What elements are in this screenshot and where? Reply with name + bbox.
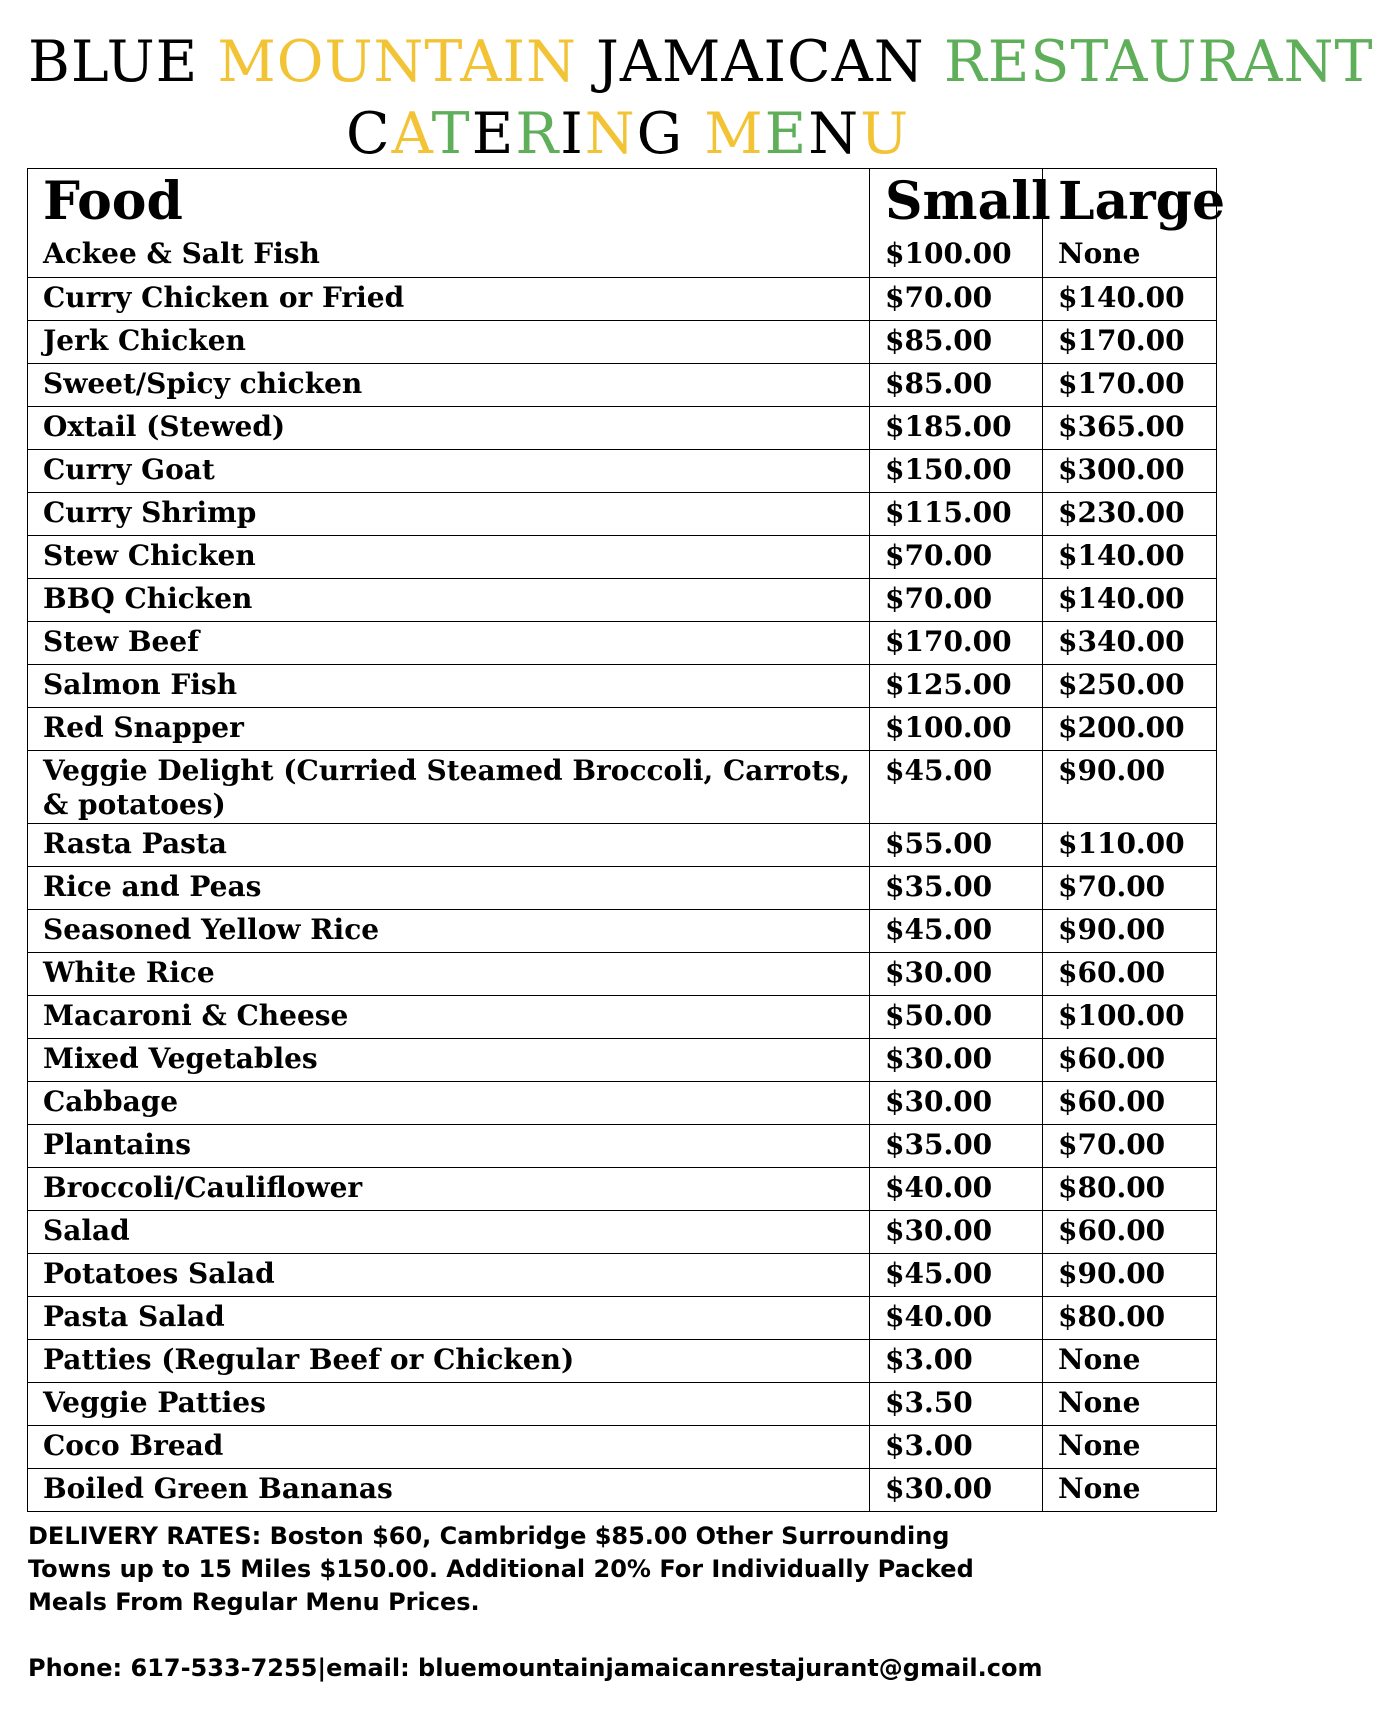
large-price-cell: None: [1058, 1472, 1141, 1505]
large-price-cell: $340.00: [1058, 625, 1185, 658]
food-cell: Veggie Delight (Curried Steamed Broccoli, Carrots, & potatoes): [28, 751, 870, 823]
food-cell: Ackee & Salt Fish: [28, 234, 870, 277]
header-small: Small: [870, 169, 1043, 234]
large-price-cell: $60.00: [1058, 1085, 1166, 1118]
table-row: [28, 1081, 1216, 1124]
large-price-cell: $200.00: [1058, 711, 1185, 744]
table-row: [28, 909, 1216, 952]
small-price-cell: $35.00: [870, 867, 1043, 909]
food-cell: Plantains: [28, 1125, 870, 1167]
table-row: [28, 363, 1216, 406]
food-cell: Broccoli/Cauliflower: [28, 1168, 870, 1210]
large-price-cell: None: [1058, 1386, 1141, 1419]
title-segment: N: [808, 101, 861, 167]
small-price-cell: $100.00: [870, 708, 1043, 750]
table-row: [28, 1253, 1216, 1296]
large-price-cell: $100.00: [1058, 999, 1185, 1032]
large-price-cell: $90.00: [1058, 754, 1166, 787]
title-segment: RESTAURANT: [943, 29, 1373, 95]
delivery-line: DELIVERY RATES: Boston $60, Cambridge $85.00 Other Surrounding: [28, 1522, 950, 1550]
title-segment: R: [515, 101, 561, 167]
table-row: [28, 1124, 1216, 1167]
small-price-cell: $40.00: [870, 1168, 1043, 1210]
food-cell: Patties (Regular Beef or Chicken): [28, 1340, 870, 1382]
large-price-cell: $250.00: [1058, 668, 1185, 701]
table-row: [28, 535, 1216, 578]
food-cell: Sweet/Spicy chicken: [28, 364, 870, 406]
large-price-cell: $140.00: [1058, 539, 1185, 572]
small-price-cell: $70.00: [870, 278, 1043, 320]
small-price-cell: $45.00: [870, 910, 1043, 952]
table-row: [28, 406, 1216, 449]
table-row: [28, 866, 1216, 909]
food-cell: Stew Chicken: [28, 536, 870, 578]
small-price-cell: $185.00: [870, 407, 1043, 449]
menu-table: [27, 168, 1226, 1512]
delivery-line: Towns up to 15 Miles $150.00. Additional 20% For Individually Packed: [28, 1555, 974, 1583]
table-row: [28, 449, 1216, 492]
table-row: [28, 1382, 1216, 1425]
small-price-cell: $70.00: [870, 579, 1043, 621]
delivery-rates: [28, 1520, 1248, 1619]
small-price-cell: $45.00: [870, 1254, 1043, 1296]
food-cell: Cabbage: [28, 1082, 870, 1124]
table-row: [28, 1468, 1216, 1511]
small-price-cell: $70.00: [870, 536, 1043, 578]
food-cell: Salad: [28, 1211, 870, 1253]
food-cell: Stew Beef: [28, 622, 870, 664]
table-row: [28, 823, 1216, 866]
small-price-cell: $30.00: [870, 1469, 1043, 1511]
title-segment: T: [431, 101, 472, 167]
small-price-cell: $40.00: [870, 1297, 1043, 1339]
table-row: [28, 320, 1216, 363]
table-row: [28, 750, 1216, 823]
large-price-cell: $80.00: [1058, 1171, 1166, 1204]
header-large: Large: [1058, 171, 1226, 232]
large-price-cell: None: [1058, 1343, 1141, 1376]
table-header-row: [28, 169, 1226, 234]
food-cell: Macaroni & Cheese: [28, 996, 870, 1038]
small-price-cell: $50.00: [870, 996, 1043, 1038]
title-segment: U: [860, 101, 911, 167]
food-cell: Mixed Vegetables: [28, 1039, 870, 1081]
delivery-line: Meals From Regular Menu Prices.: [28, 1588, 480, 1616]
large-price-cell: $140.00: [1058, 582, 1185, 615]
food-cell: Salmon Fish: [28, 665, 870, 707]
food-cell: Curry Chicken or Fried: [28, 278, 870, 320]
small-price-cell: $85.00: [870, 321, 1043, 363]
large-price-cell: $230.00: [1058, 496, 1185, 529]
table-row: [28, 707, 1216, 750]
food-cell: Pasta Salad: [28, 1297, 870, 1339]
title-segment: E: [471, 101, 516, 167]
small-price-cell: $170.00: [870, 622, 1043, 664]
food-cell: BBQ Chicken: [28, 579, 870, 621]
small-price-cell: $115.00: [870, 493, 1043, 535]
food-cell: Curry Goat: [28, 450, 870, 492]
small-price-cell: $30.00: [870, 1039, 1043, 1081]
table-row: [28, 1339, 1216, 1382]
small-price-cell: $30.00: [870, 953, 1043, 995]
small-price-cell: $150.00: [870, 450, 1043, 492]
large-price-cell: $70.00: [1058, 870, 1166, 903]
large-price-cell: $70.00: [1058, 1128, 1166, 1161]
food-cell: Seasoned Yellow Rice: [28, 910, 870, 952]
small-price-cell: $85.00: [870, 364, 1043, 406]
food-cell: Rice and Peas: [28, 867, 870, 909]
small-price-cell: $3.00: [870, 1426, 1043, 1468]
large-price-cell: $80.00: [1058, 1300, 1166, 1333]
table-row: [28, 621, 1216, 664]
small-price-cell: $30.00: [870, 1211, 1043, 1253]
large-price-cell: $365.00: [1058, 410, 1185, 443]
table-row: [28, 492, 1216, 535]
table-row: [28, 578, 1216, 621]
small-price-cell: $3.00: [870, 1340, 1043, 1382]
table-row: [28, 1296, 1216, 1339]
small-price-cell: $45.00: [870, 751, 1043, 823]
title-segment: A: [391, 101, 432, 167]
small-price-cell: $35.00: [870, 1125, 1043, 1167]
table-row: [28, 234, 1216, 277]
table-row: [28, 1210, 1216, 1253]
title-segment: G: [636, 101, 705, 167]
large-price-cell: None: [1058, 237, 1141, 270]
title-segment: C: [346, 101, 392, 167]
small-price-cell: $125.00: [870, 665, 1043, 707]
title-segment: M: [704, 101, 765, 167]
food-cell: Red Snapper: [28, 708, 870, 750]
food-cell: Rasta Pasta: [28, 824, 870, 866]
food-cell: Potatoes Salad: [28, 1254, 870, 1296]
title-segment: BLUE: [28, 29, 218, 95]
food-cell: Veggie Patties: [28, 1383, 870, 1425]
header-food: Food: [28, 169, 870, 234]
title-line-1: [28, 28, 1373, 96]
large-price-cell: $60.00: [1058, 1042, 1166, 1075]
large-price-cell: $60.00: [1058, 1214, 1166, 1247]
table-row: [28, 1425, 1216, 1468]
large-price-cell: $60.00: [1058, 956, 1166, 989]
large-price-cell: $140.00: [1058, 281, 1185, 314]
contact-info: Phone: 617-533-7255|email: bluemountainjamaicanrestajurant@gmail.com: [28, 1654, 1043, 1682]
large-price-cell: $110.00: [1058, 827, 1185, 860]
food-cell: Curry Shrimp: [28, 493, 870, 535]
small-price-cell: $30.00: [870, 1082, 1043, 1124]
large-price-cell: $300.00: [1058, 453, 1185, 486]
title-segment: I: [560, 101, 585, 167]
food-cell: White Rice: [28, 953, 870, 995]
food-cell: Coco Bread: [28, 1426, 870, 1468]
table-row: [28, 664, 1216, 707]
title-segment: E: [764, 101, 809, 167]
large-price-cell: $170.00: [1058, 324, 1185, 357]
large-price-cell: $170.00: [1058, 367, 1185, 400]
title-line-2: [346, 100, 910, 168]
large-price-cell: $90.00: [1058, 913, 1166, 946]
title-segment: N: [584, 101, 637, 167]
small-price-cell: $3.50: [870, 1383, 1043, 1425]
food-cell: Boiled Green Bananas: [28, 1469, 870, 1511]
table-row: [28, 952, 1216, 995]
food-cell: Oxtail (Stewed): [28, 407, 870, 449]
table-row: [28, 1167, 1216, 1210]
table-row: [28, 277, 1216, 320]
food-cell: Jerk Chicken: [28, 321, 870, 363]
title-segment: MOUNTAIN: [217, 29, 577, 95]
small-price-cell: $100.00: [870, 234, 1043, 277]
table-row: [28, 1038, 1216, 1081]
large-price-cell: $90.00: [1058, 1257, 1166, 1290]
large-price-cell: None: [1058, 1429, 1141, 1462]
title-segment: JAMAICAN: [576, 29, 944, 95]
small-price-cell: $55.00: [870, 824, 1043, 866]
table-row: [28, 995, 1216, 1038]
